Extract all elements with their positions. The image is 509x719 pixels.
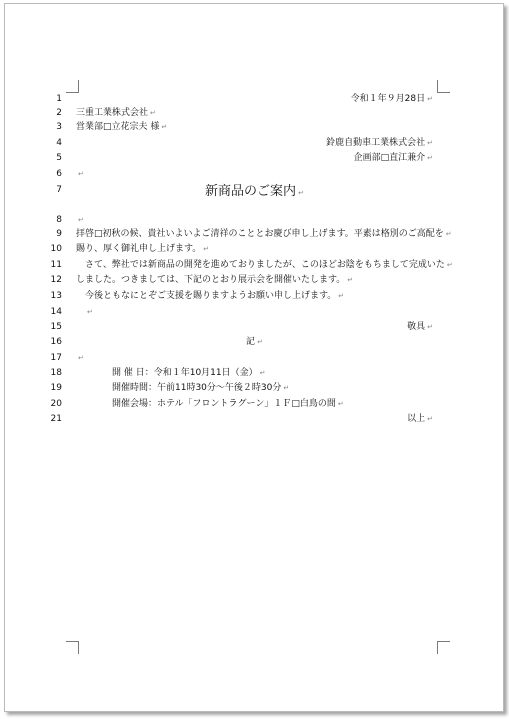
margin-corner-bottom-right xyxy=(437,641,450,654)
paragraph-mark-icon: ↵ xyxy=(427,415,433,423)
line-text[interactable]: 鈴鹿自動車工業株式会社 ↵ xyxy=(326,138,433,148)
line-number: 9 xyxy=(56,229,62,239)
paragraph-mark-icon: ↵ xyxy=(257,338,263,346)
document-line[interactable] xyxy=(0,412,509,426)
line-text[interactable]: 営業部□立花宗夫 様 ↵ xyxy=(76,122,168,132)
line-number: 4 xyxy=(56,138,62,148)
line-number: 13 xyxy=(50,291,62,301)
line-text[interactable]: 今後ともなにとぞご支援を賜りますようお願い申し上げます。 ↵ xyxy=(85,291,345,301)
document-line[interactable] xyxy=(0,366,509,380)
paragraph-mark-icon: ↵ xyxy=(347,276,354,284)
line-number: 6 xyxy=(56,169,62,179)
line-number: 7 xyxy=(56,185,62,195)
line-text[interactable]: 開 催 日：令和１年10月11日（金） ↵ xyxy=(112,368,266,378)
paragraph-mark-icon: ↵ xyxy=(427,95,433,103)
line-number: 3 xyxy=(56,122,62,132)
line-text[interactable]: さて、弊社では新商品の開発を進めておりましたが、このほどお陰をもちまして完成いた ↵ xyxy=(85,260,453,270)
line-text[interactable]: 拝啓□初秋の候、貴社いよいよご清祥のこととお慶び申し上げます。平素は格別のご高配を ↵ xyxy=(76,229,452,239)
line-number: 21 xyxy=(50,414,62,424)
paragraph-mark-icon: ↵ xyxy=(427,323,433,331)
line-number: 8 xyxy=(56,215,62,225)
line-text[interactable]: 記 ↵ xyxy=(246,337,263,347)
document-title[interactable]: 新商品のご案内 ↵ xyxy=(205,184,304,199)
document-line[interactable] xyxy=(0,242,509,256)
document-line[interactable] xyxy=(0,151,509,165)
line-number: 18 xyxy=(50,368,62,378)
line-text[interactable]: 敬具 ↵ xyxy=(407,322,433,332)
line-number: 16 xyxy=(50,337,62,347)
paragraph-mark-icon: ↵ xyxy=(298,189,304,197)
paragraph-mark-icon: ↵ xyxy=(78,216,84,224)
document-line[interactable] xyxy=(0,397,509,411)
document-line[interactable] xyxy=(0,351,509,365)
line-number: 1 xyxy=(56,94,62,104)
line-number: 14 xyxy=(50,307,62,317)
document-line[interactable] xyxy=(0,320,509,334)
line-number: 15 xyxy=(50,322,62,332)
document-line[interactable] xyxy=(0,136,509,150)
document-line[interactable] xyxy=(0,258,509,272)
paragraph-mark-icon: ↵ xyxy=(283,384,290,392)
line-text[interactable] xyxy=(85,305,93,319)
document-line[interactable] xyxy=(0,227,509,241)
paragraph-mark-icon: ↵ xyxy=(338,292,345,300)
paragraph-mark-icon: ↵ xyxy=(427,154,433,162)
line-number: 12 xyxy=(50,275,62,285)
line-number: 2 xyxy=(56,108,62,118)
document-line[interactable] xyxy=(0,183,509,197)
document-line[interactable] xyxy=(0,289,509,303)
paragraph-mark-icon: ↵ xyxy=(446,261,453,269)
line-number: 19 xyxy=(50,383,62,393)
document-line[interactable] xyxy=(0,335,509,349)
line-number: 10 xyxy=(50,244,62,254)
line-number: 11 xyxy=(50,260,62,270)
document-line[interactable] xyxy=(0,106,509,120)
document-line[interactable] xyxy=(0,213,509,227)
line-text[interactable]: 開催時間：午前11時30分～午後２時30分 ↵ xyxy=(112,383,290,393)
document-line[interactable] xyxy=(0,273,509,287)
line-number: 17 xyxy=(50,353,62,363)
margin-corner-bottom-left xyxy=(66,641,79,654)
paragraph-mark-icon: ↵ xyxy=(427,139,433,147)
line-number: 20 xyxy=(50,399,62,409)
document-line[interactable] xyxy=(0,120,509,134)
paragraph-mark-icon: ↵ xyxy=(87,308,93,316)
line-text[interactable]: 令和１年９月28日 ↵ xyxy=(350,94,433,104)
document-line[interactable] xyxy=(0,305,509,319)
line-text[interactable]: 開催会場：ホテル「フロントラグーン」１Ｆ□白鳥の間 ↵ xyxy=(112,399,344,409)
document-line[interactable] xyxy=(0,92,509,106)
paragraph-mark-icon: ↵ xyxy=(78,354,84,362)
paragraph-mark-icon: ↵ xyxy=(203,245,210,253)
document-line[interactable] xyxy=(0,167,509,181)
document-line[interactable] xyxy=(0,381,509,395)
line-text[interactable]: 企画部□直江兼介 ↵ xyxy=(353,153,433,163)
line-text[interactable] xyxy=(76,351,84,365)
line-text[interactable] xyxy=(76,213,84,227)
paragraph-mark-icon: ↵ xyxy=(337,400,344,408)
paragraph-mark-icon: ↵ xyxy=(445,230,452,238)
line-text[interactable]: しました。つきましては、下記のとおり展示会を開催いたします。 ↵ xyxy=(76,275,354,285)
paragraph-mark-icon: ↵ xyxy=(161,123,168,131)
line-text[interactable]: 賜り、厚く御礼申し上げます。 ↵ xyxy=(76,244,210,254)
line-number: 5 xyxy=(56,153,62,163)
line-text[interactable] xyxy=(76,167,84,181)
paragraph-mark-icon: ↵ xyxy=(259,369,266,377)
line-text[interactable]: 以上 ↵ xyxy=(407,414,433,424)
line-text[interactable]: 三重工業株式会社 ↵ xyxy=(76,108,156,118)
paragraph-mark-icon: ↵ xyxy=(78,170,84,178)
paragraph-mark-icon: ↵ xyxy=(150,109,156,117)
